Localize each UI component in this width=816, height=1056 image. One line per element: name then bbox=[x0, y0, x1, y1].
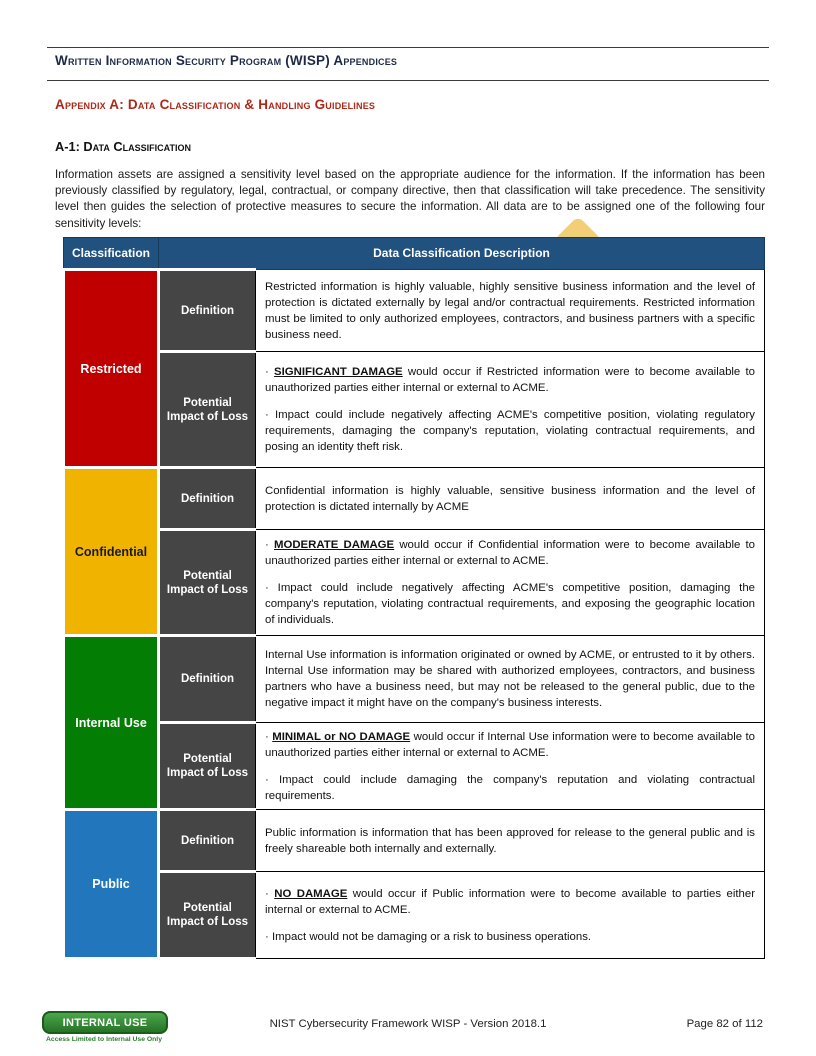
table-row bbox=[64, 270, 765, 352]
impact-label-line2: Impact of Loss bbox=[166, 767, 249, 779]
impact-text-restricted bbox=[256, 352, 765, 468]
internal-use-badge: INTERNAL USE bbox=[42, 1011, 168, 1034]
table-row bbox=[64, 723, 765, 810]
definition-text-public bbox=[256, 810, 765, 872]
internal-use-badge-caption: Access Limited to Internal Use Only bbox=[46, 1036, 162, 1043]
row-label-definition: Definition bbox=[159, 636, 256, 723]
impact-label-line1: Potential bbox=[183, 569, 232, 582]
definition-paragraph: Restricted information is highly valuable, highly sensitive business information and the level of protection is dictated externally by legal and/or contractual requirements. Restricted information must be limited to only authorized employees, contractors, and business partners with a specific business need. bbox=[265, 280, 755, 341]
classification-table bbox=[62, 237, 765, 960]
classification-cell-restricted: Restricted bbox=[64, 270, 159, 468]
impact-label-line1: Potential bbox=[183, 396, 232, 409]
row-label-definition: Definition bbox=[159, 810, 256, 872]
impact-text-confidential bbox=[256, 530, 765, 636]
table-row bbox=[64, 872, 765, 959]
document-header-title: Written Information Security Program (WISP) Appendices bbox=[55, 53, 398, 68]
impact-bullet: · Impact would not be damaging or a risk to business operations. bbox=[265, 930, 592, 943]
appendix-title: Appendix A: Data Classification & Handling Guidelines bbox=[55, 97, 376, 112]
row-label-impact bbox=[159, 352, 256, 468]
footer-document-version: NIST Cybersecurity Framework WISP - Version 2018.1 bbox=[269, 1018, 547, 1030]
impact-bullet: · Impact could include damaging the company's reputation and violating contractual requirements. bbox=[265, 773, 755, 802]
classification-cell-public: Public bbox=[64, 810, 159, 959]
impact-text-internal-use bbox=[256, 723, 765, 810]
impact-bullet: · MINIMAL or NO DAMAGE would occur if Internal Use information were to become available to unauthorized parties either internal or external to ACME. bbox=[265, 730, 755, 759]
column-header-classification: Classification bbox=[64, 238, 159, 270]
definition-paragraph: Confidential information is highly valuable, sensitive business information and the level of protection is dictated internally by ACME bbox=[265, 484, 755, 513]
impact-bullet: · Impact could include negatively affecting ACME's competitive position, damaging the company's reputation, violating contractual requirements, and exposing the geographic location of individuals. bbox=[265, 582, 756, 626]
row-label-impact bbox=[159, 723, 256, 810]
intro-paragraph: Information assets are assigned a sensitivity level based on the appropriate audience for the information. If the information has been previously classified by regulatory, legal, contractual, or company directive, then that classification will take precedence. The sensitivity level then guides the selection of protective measures to secure the information. All data are to be assigned one of the following four sensitivity levels: bbox=[55, 167, 765, 230]
row-label-impact bbox=[159, 872, 256, 959]
table-row bbox=[64, 530, 765, 636]
table-header-row bbox=[64, 238, 765, 270]
table-row bbox=[64, 810, 765, 872]
impact-bullet: · MODERATE DAMAGE would occur if Confidential information were to become available to unauthorized parties either internal or external to ACME. bbox=[265, 539, 755, 567]
table-row bbox=[64, 352, 765, 468]
impact-bullet: · SIGNIFICANT DAMAGE would occur if Restricted information were to become available to unauthorized parties either internal or external to ACME. bbox=[265, 366, 755, 394]
impact-label-line2: Impact of Loss bbox=[166, 916, 249, 928]
row-label-impact bbox=[159, 530, 256, 636]
row-label-definition: Definition bbox=[159, 468, 256, 530]
classification-table-wrapper bbox=[62, 237, 763, 960]
impact-label-line1: Potential bbox=[183, 902, 232, 914]
impact-label-line1: Potential bbox=[183, 753, 232, 765]
impact-bullet: · NO DAMAGE would occur if Public information were to become available to parties either internal or external to ACME. bbox=[265, 887, 755, 916]
definition-text-restricted bbox=[256, 270, 765, 352]
impact-label-line2: Impact of Loss bbox=[166, 583, 249, 596]
header-divider-bottom bbox=[47, 80, 769, 81]
definition-paragraph: Public information is information that has been approved for release to the general public and is freely shareable both internally and externally. bbox=[265, 826, 755, 855]
impact-label-line2: Impact of Loss bbox=[166, 410, 249, 423]
header-divider-top bbox=[47, 47, 769, 48]
impact-text-public bbox=[256, 872, 765, 959]
definition-text-internal-use bbox=[256, 636, 765, 723]
section-title: A-1: Data Classification bbox=[55, 139, 191, 154]
classification-cell-internal-use: Internal Use bbox=[64, 636, 159, 810]
table-row bbox=[64, 468, 765, 530]
row-label-definition: Definition bbox=[159, 270, 256, 352]
definition-text-confidential bbox=[256, 468, 765, 530]
footer-page-number: Page 82 of 112 bbox=[686, 1018, 763, 1030]
definition-paragraph: Internal Use information is information originated or owned by ACME, or entrusted to it by others. Internal Use information may be shared with authorized employees, contractors, and business partners who have a business need, but may not be released to the general public, due to the negative impact it might have on the company's business interests. bbox=[265, 649, 755, 709]
table-row bbox=[64, 636, 765, 723]
impact-bullet: · Impact could include negatively affecting ACME's competitive position, violating regulatory requirements, damaging the company's reputation, violating contractual requirements, and posing an identity theft risk. bbox=[265, 409, 755, 453]
classification-cell-confidential: Confidential bbox=[64, 468, 159, 636]
column-header-description: Data Classification Description bbox=[159, 238, 765, 270]
